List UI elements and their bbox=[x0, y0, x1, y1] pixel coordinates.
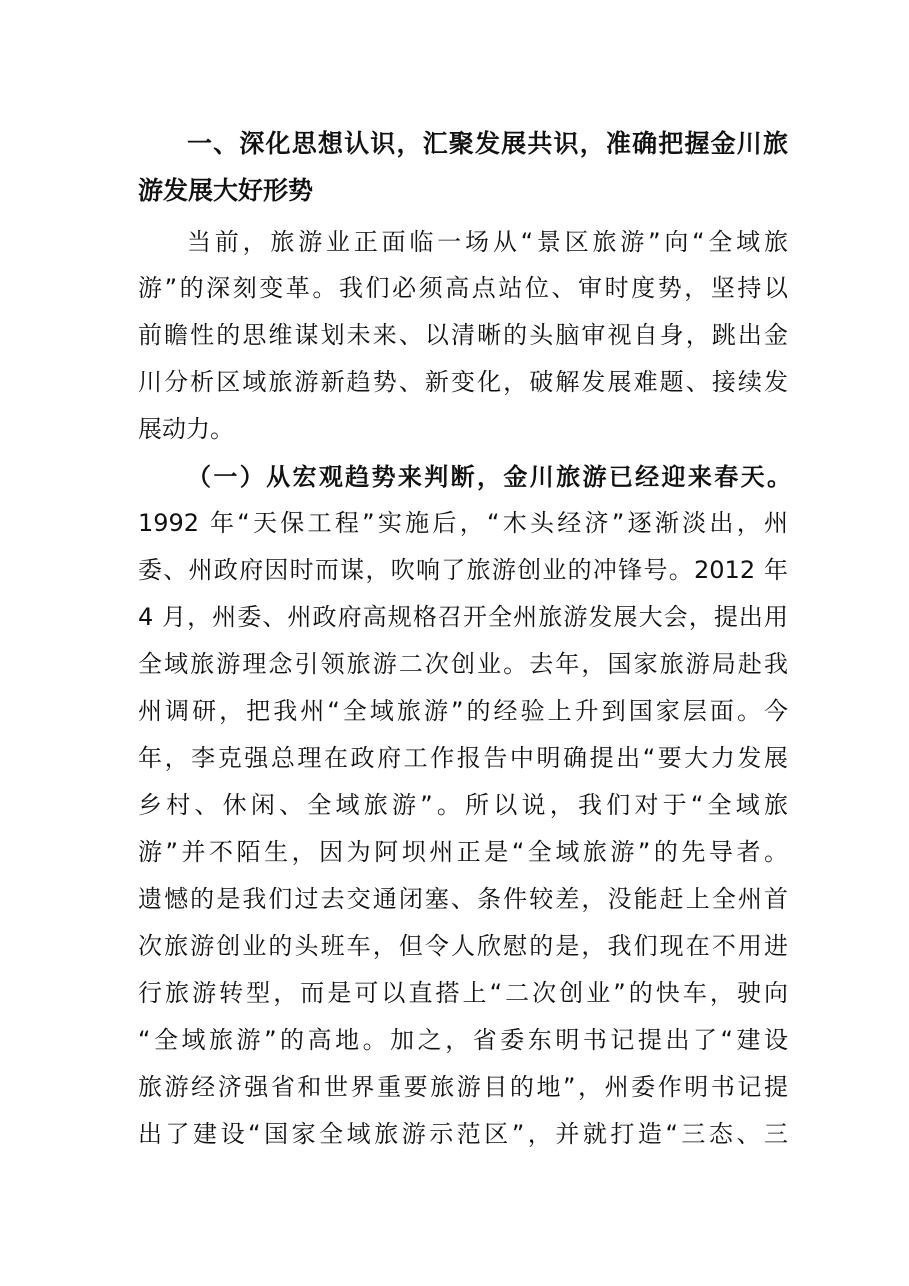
paragraph-2-line-7: 乡村、休闲、全域旅游”。所以说，我们对于“全域旅 bbox=[138, 791, 788, 819]
paragraph-2-line-1: 1992 年“天保工程”实施后，“木头经济”逐渐淡出，州 bbox=[138, 509, 788, 537]
paragraph-2-line-9: 遗憾的是我们过去交通闭塞、条件较差，没能赶上全州首 bbox=[138, 885, 788, 913]
paragraph-2-line-6: 年，李克强总理在政府工作报告中明确提出“要大力发展 bbox=[138, 744, 788, 772]
paragraph-2-line-14: 出了建设“国家全域旅游示范区”，并就打造“三态、三 bbox=[138, 1120, 788, 1148]
section-heading-line-2: 游发展大好形势 bbox=[138, 176, 314, 205]
paragraph-2-line-3: 4 月，州委、州政府高规格召开全州旅游发展大会，提出用 bbox=[138, 603, 788, 631]
section-heading-line-1: 一、深化思想认识，汇聚发展共识，准确把握金川旅 bbox=[187, 129, 788, 158]
paragraph-2-line-11: 行旅游转型，而是可以直搭上“二次创业”的快车，驶向 bbox=[138, 979, 788, 1007]
paragraph-2-line-2: 委、州政府因时而谋，吹响了旅游创业的冲锋号。2012 年 bbox=[138, 556, 788, 584]
paragraph-1-line-2: 游”的深刻变革。我们必须高点站位、审时度势，坚持以 bbox=[138, 274, 788, 302]
paragraph-1-line-4: 川分析区域旅游新趋势、新变化，破解发展难题、接续发 bbox=[138, 368, 788, 396]
paragraph-1-line-1: 当前，旅游业正面临一场从“景区旅游”向“全域旅 bbox=[187, 228, 788, 256]
paragraph-2-line-12: “全域旅游”的高地。加之，省委东明书记提出了“建设 bbox=[138, 1026, 788, 1054]
paragraph-1-line-5: 展动力。 bbox=[138, 415, 234, 443]
paragraph-2-line-13: 旅游经济强省和世界重要旅游目的地”，州委作明书记提 bbox=[138, 1073, 788, 1101]
paragraph-2-line-10: 次旅游创业的头班车，但令人欣慰的是，我们现在不用进 bbox=[138, 932, 788, 960]
paragraph-1-line-3: 前瞻性的思维谋划未来、以清晰的头脑审视自身，跳出金 bbox=[138, 321, 788, 349]
paragraph-2-line-4: 全域旅游理念引领旅游二次创业。去年，国家旅游局赴我 bbox=[138, 650, 788, 678]
paragraph-2-line-5: 州调研，把我州“全域旅游”的经验上升到国家层面。今 bbox=[138, 697, 788, 725]
subsection-heading: （一）从宏观趋势来判断，金川旅游已经迎来春天。 bbox=[187, 462, 791, 491]
paragraph-2-line-8: 游”并不陌生，因为阿坝州正是“全域旅游”的先导者。 bbox=[138, 838, 788, 866]
